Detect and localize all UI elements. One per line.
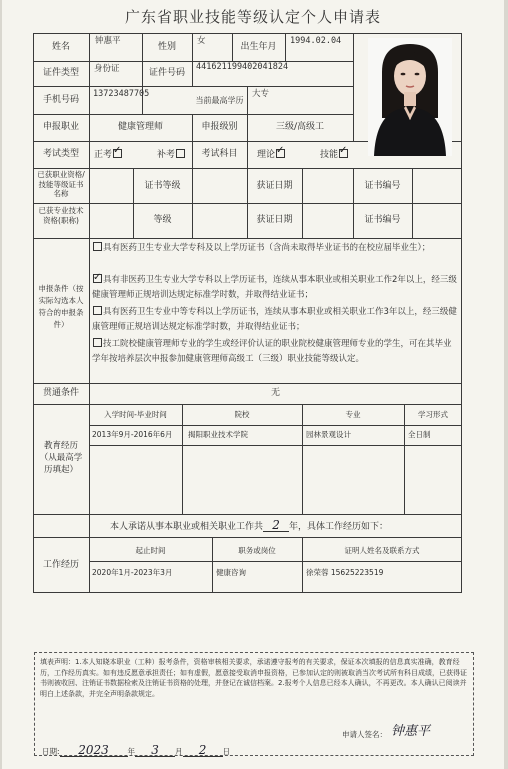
id-type-label: 证件类型 — [42, 68, 79, 78]
form-title: 广东省职业技能等级认定个人申请表 — [124, 8, 381, 26]
phone-value: 13723487705 — [93, 89, 150, 99]
condition-item-2[interactable] — [92, 273, 458, 303]
work-commitment-line — [110, 520, 388, 533]
application-form-sheet — [2, 0, 504, 769]
edu-value: 大专 — [252, 89, 270, 99]
edu-row-school: 揭阳职业技术学院 — [188, 430, 248, 439]
day-label: 日 — [222, 747, 231, 756]
edu-label: 当前最高学历 — [195, 96, 244, 105]
edu-row-mode: 全日制 — [408, 430, 431, 439]
tech-title-label: 已获专业技术资格(职称) — [38, 206, 84, 225]
work-commit-suffix: 年，具体工作经历如下： — [289, 522, 389, 532]
level-value: 三级/高级工 — [275, 122, 325, 132]
cert-no-label-2: 证书编号 — [364, 215, 401, 225]
exam-first-checkbox[interactable] — [113, 149, 122, 158]
condition-2-text: 具有非医药卫生专业大学专科以上学历证书，连续从事本职业或相关职业工作2年以上，经三级健康管理师正规培训达规定标准学时数，并取得结业证书； — [92, 275, 457, 300]
birth-label: 出生年月 — [240, 42, 277, 52]
exam-first-option[interactable] — [94, 149, 123, 161]
date-day-value: 2 — [183, 746, 223, 757]
condition-item-1[interactable] — [92, 241, 458, 256]
job-value: 健康管理师 — [117, 122, 163, 132]
cert-no-label: 证书编号 — [364, 181, 401, 191]
condition-item-4[interactable] — [92, 337, 458, 367]
date-line — [42, 743, 231, 757]
birth-value: 1994.02.04 — [290, 36, 342, 46]
work-row-reference: 徐荣蓉 15625223519 — [306, 568, 384, 577]
grade-label: 等级 — [153, 215, 172, 225]
work-header-period: 起止时间 — [135, 546, 166, 555]
subject-theory-text: 理论 — [257, 150, 276, 160]
pass-condition-value: 无 — [270, 388, 280, 398]
date-label: 日期: — [42, 747, 60, 756]
work-header-position: 职务或岗位 — [238, 546, 276, 555]
obtained-date-label-2: 获证日期 — [256, 215, 293, 225]
work-row-period: 2020年1月-2023年3月 — [92, 568, 173, 577]
condition-3-checkbox[interactable] — [93, 306, 102, 315]
subject-theory-checkbox[interactable] — [276, 149, 285, 158]
obtained-date-label: 获证日期 — [256, 181, 293, 191]
vocational-cert-label: 已获职业资格/技能等级证书名称 — [37, 170, 85, 198]
exam-retake-option[interactable] — [157, 149, 186, 161]
exam-retake-text: 补考 — [157, 150, 176, 160]
portrait-image — [368, 38, 452, 156]
level-label: 申报级别 — [201, 122, 238, 132]
work-header-reference: 证明人姓名及联系方式 — [344, 546, 420, 555]
job-label: 申报职业 — [42, 122, 79, 132]
exam-type-label: 考试类型 — [42, 149, 79, 159]
subject-label: 考试科目 — [201, 149, 238, 159]
id-type-value: 身份证 — [94, 64, 120, 74]
id-no-label: 证件号码 — [148, 68, 185, 78]
declaration-text: 填表声明：1.本人知晓本职业（工种）报考条件，资格审核相关要求，承诺遵守报考的有关要求，保证本次填报的信息真实准确，教育经历，工作经历真实。如有违反愿意承担责任；如有虚假，愿意接受取消申报资格，已参加认定的则被取消当次考试所有科目成绩，已获得证书则被收回、注销证书数据检索及注销证书资格的处理，并登记在诚信档案。2.报考个人信息已经本人确认，不再更改。本人确认已阅读并明白上述条款，并完全声明条款规定。 — [40, 658, 467, 698]
edu-header-period: 入学时间-毕业时间 — [104, 410, 167, 419]
work-row-position: 健康咨询 — [216, 568, 246, 577]
condition-1-text: 具有医药卫生专业大学专科及以上学历证书（含尚未取得毕业证书的在校应届毕业生）； — [103, 243, 431, 253]
gender-label: 性别 — [157, 42, 176, 52]
condition-4-text: 技工院校健康管理师专业的学生或经评价认证的职业院校健康管理师专业的学生，可在其毕业学年按培养层次申报参加健康管理师高级工（三级）职业技能等级认定。 — [92, 339, 452, 364]
id-no-value: 441621199402041824 — [196, 62, 289, 72]
subject-skill-text: 技能 — [320, 150, 339, 160]
edu-row-major: 园林景观设计 — [306, 430, 351, 439]
condition-2-checkbox[interactable] — [93, 274, 102, 283]
work-commit-prefix: 本人承诺从事本职业或相关职业工作共 — [110, 522, 264, 532]
pass-condition-label: 贯通条件 — [42, 388, 79, 398]
conditions-label: 申报条件（按实际勾选本人符合的申报条件） — [38, 284, 84, 329]
exam-first-text: 正考 — [94, 150, 113, 160]
work-years-value: 2 — [263, 520, 289, 532]
edu-header-school: 院校 — [234, 410, 250, 419]
applicant-photo — [368, 38, 452, 156]
exam-retake-checkbox[interactable] — [176, 149, 185, 158]
applicant-signature: 钟惠平 — [391, 724, 431, 739]
month-label: 月 — [175, 747, 183, 756]
edu-header-major: 专业 — [345, 410, 361, 419]
name-value: 钟惠平 — [95, 36, 121, 46]
work-exp-label: 工作经历 — [42, 560, 79, 570]
education-label: 教育经历（从最高学历填起） — [39, 441, 83, 475]
edu-row-period: 2013年9月-2016年6月 — [92, 430, 173, 439]
condition-item-3[interactable] — [92, 305, 458, 335]
cert-level-label: 证书等级 — [144, 181, 181, 191]
date-month-value: 3 — [135, 746, 175, 757]
edu-header-mode: 学习形式 — [418, 410, 448, 419]
condition-3-text: 具有医药卫生专业中等专科以上学历证书，连续从事本职业或相关职业工作3年以上，经三级健康管理师正规培训达规定标准学时数，并取得结业证书； — [92, 307, 457, 332]
subject-skill-checkbox[interactable] — [339, 149, 348, 158]
gender-value: 女 — [197, 36, 206, 46]
subject-skill-option[interactable] — [320, 149, 349, 161]
date-year-value: 2023 — [60, 746, 128, 757]
subject-theory-option[interactable] — [257, 149, 286, 161]
applicant-sign-label: 申请人签名： — [342, 730, 387, 739]
name-label: 姓名 — [51, 42, 70, 52]
condition-1-checkbox[interactable] — [93, 242, 102, 251]
phone-label: 手机号码 — [42, 95, 79, 105]
condition-4-checkbox[interactable] — [93, 338, 102, 347]
year-label: 年 — [127, 747, 136, 756]
